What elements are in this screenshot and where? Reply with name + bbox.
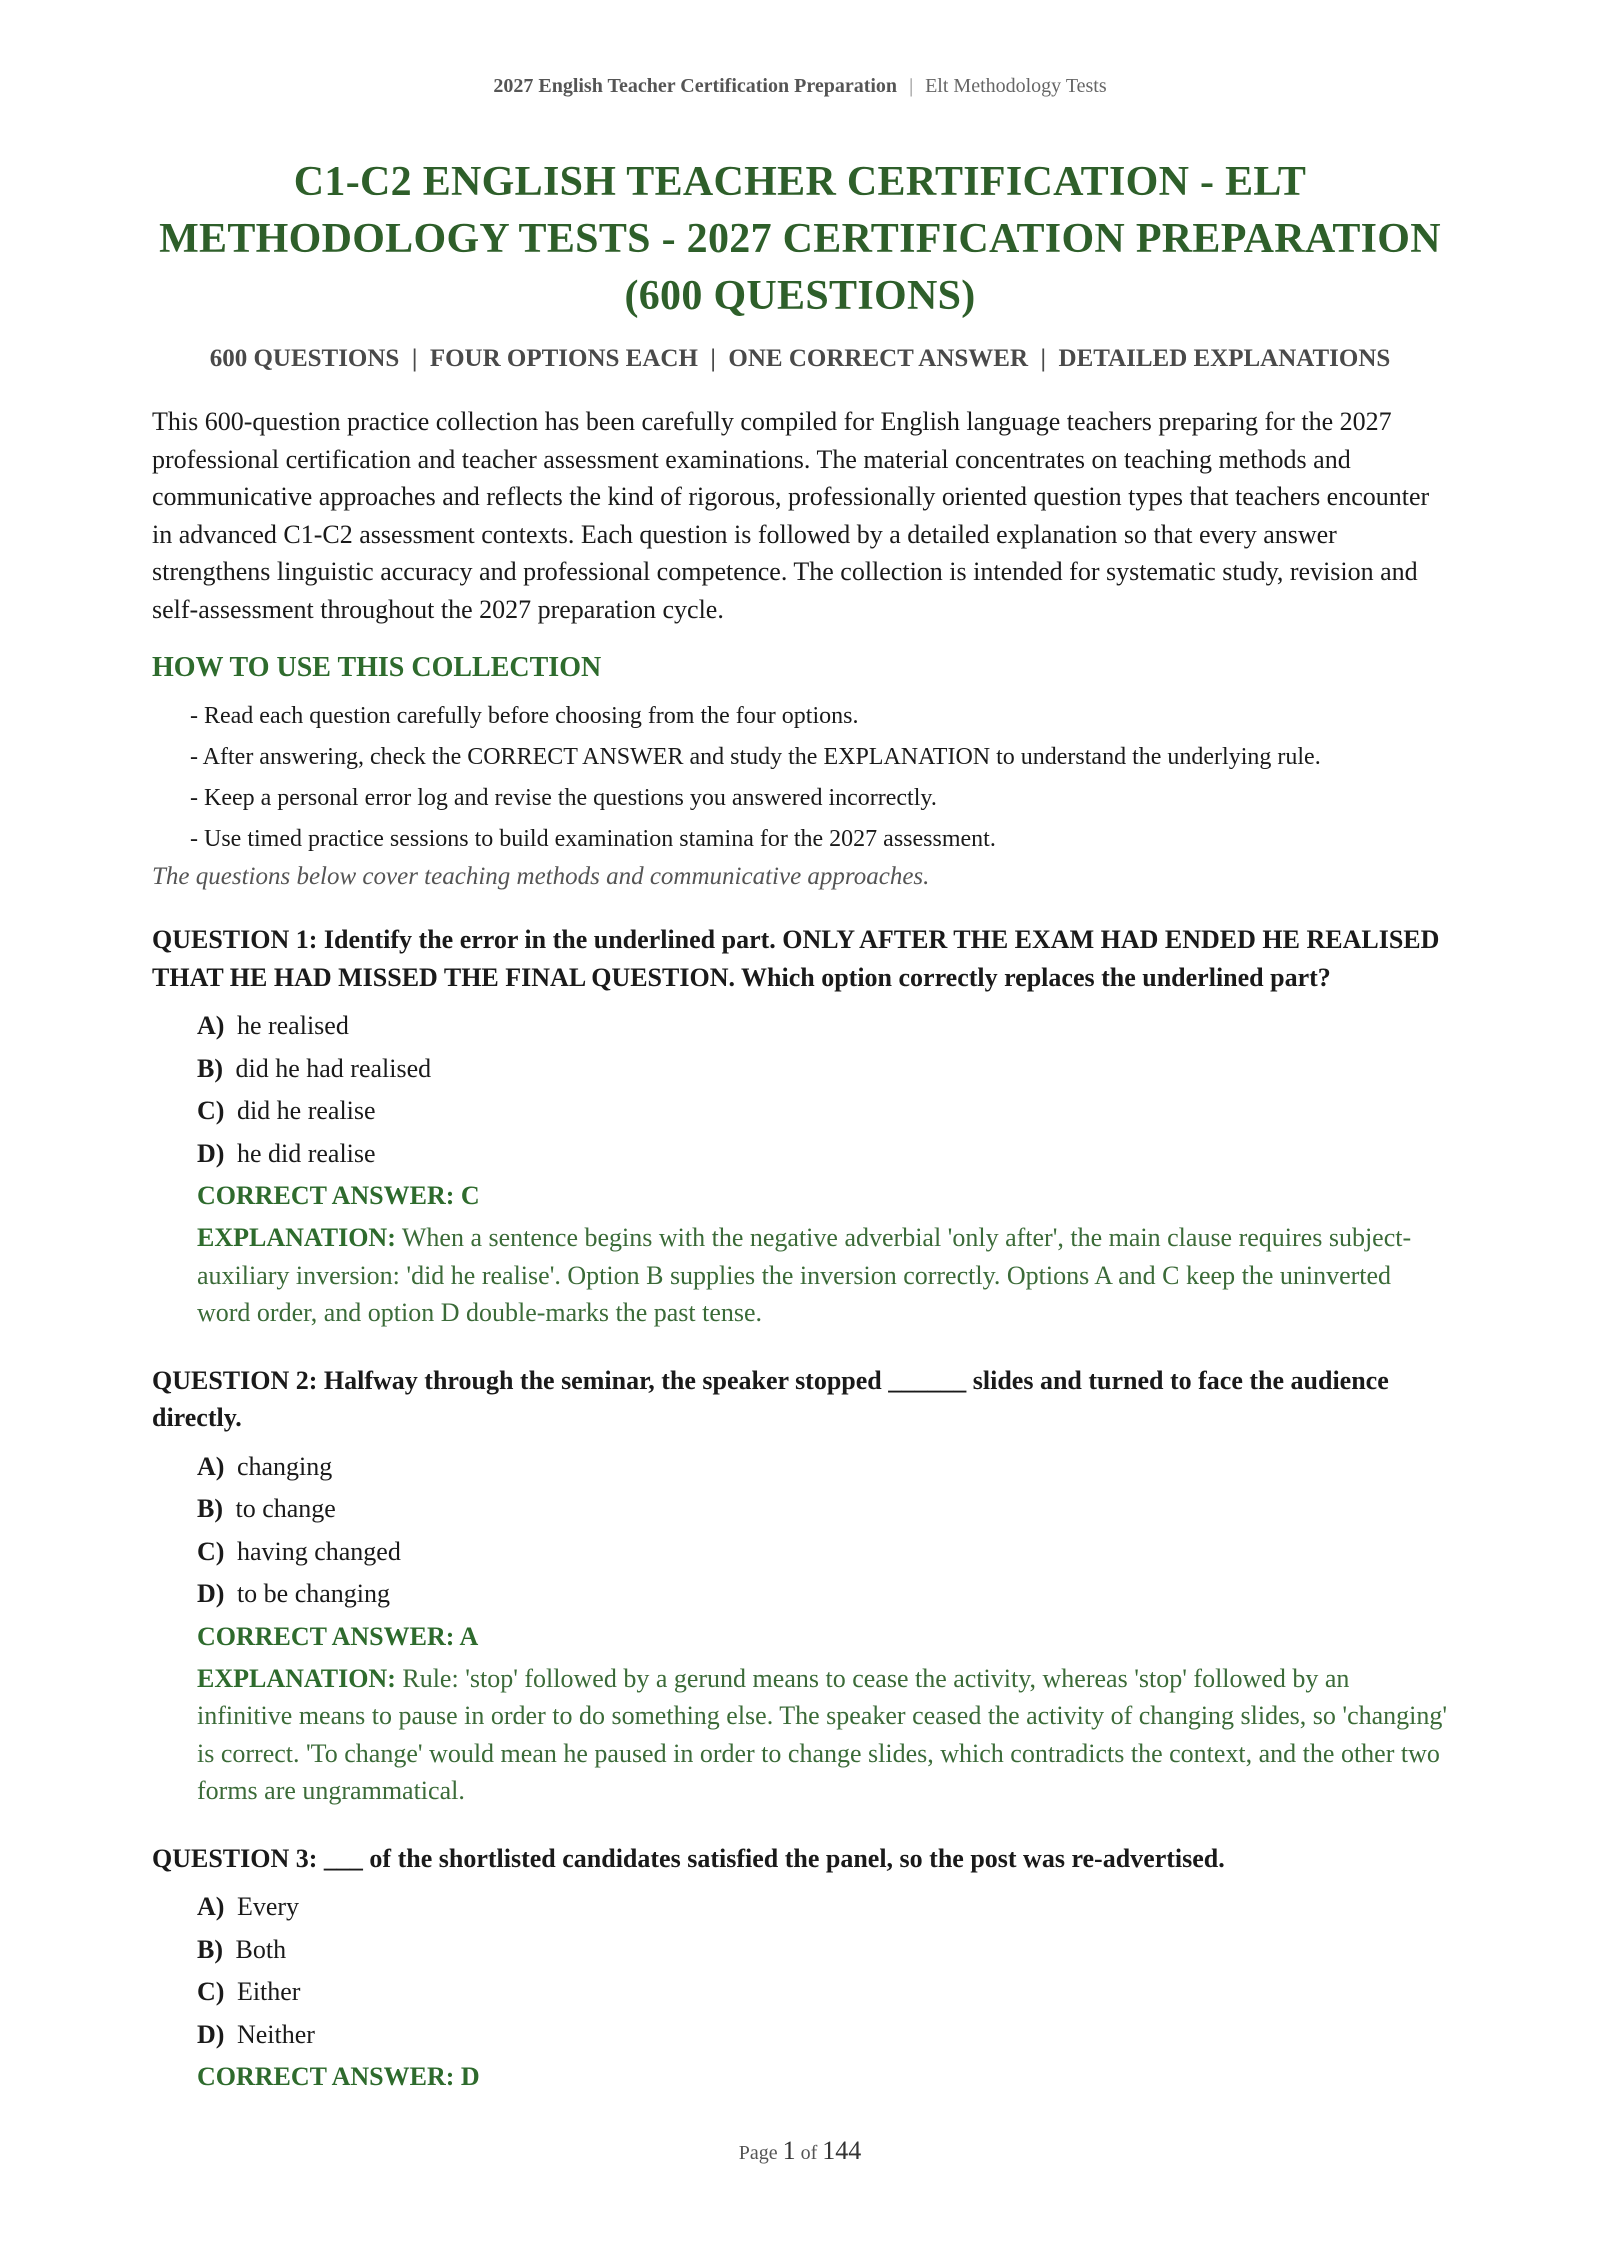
option-letter: C) — [197, 1096, 225, 1125]
explanation-label: EXPLANATION: — [197, 1663, 396, 1693]
question-stem: QUESTION 1: Identify the error in the underlined part. ONLY AFTER THE EXAM HAD ENDED HE REALISED THAT HE HAD MISSED THE FINAL QUESTION. Which option correctly replaces the underlined part? — [152, 925, 1440, 992]
intro-paragraph: This 600-question practice collection has been carefully compiled for English language teachers preparing for the 2027 professional certification and teacher assessment examinations. The material concentrates on teaching methods and communicative approaches and reflects the kind of rigorous, professionally oriented question types that teachers encounter in advanced C1-C2 assessment contexts. Each question is followed by a detailed explanation so that every answer strengthens linguistic accuracy and professional competence. The collection is intended for systematic study, revision and self-assessment throughout the 2027 preparation cycle. — [152, 407, 1430, 624]
option-letter: C) — [197, 1977, 225, 2006]
document-title: C1-C2 ENGLISH TEACHER CERTIFICATION - ELT METHODOLOGY TESTS - 2027 CERTIFICATION PREPARATION (600 QUESTIONS) — [159, 159, 1441, 319]
option-text: to change — [235, 1494, 336, 1523]
option-text: did he had realised — [235, 1053, 432, 1083]
option-a — [197, 1886, 1448, 1929]
option-text: having changed — [236, 1536, 401, 1566]
option-list — [152, 1886, 1448, 2056]
explanation-text: When a sentence begins with the negative adverbial 'only after', the main clause requires subject-auxiliary inversion: 'did he realise'. Option B supplies the inversion correctly. Options A and C keep the uninverted word order, and option D double-marks the past tense. — [197, 1223, 1412, 1327]
list-item: - Use timed practice sessions to build examination stamina for the 2027 assessment. — [190, 826, 996, 852]
option-list — [152, 1446, 1448, 1616]
page-number: 1 — [782, 2136, 796, 2165]
option-a — [197, 1005, 1448, 1048]
how-to-use-list — [152, 698, 1448, 857]
option-text: to be changing — [236, 1579, 391, 1608]
option-c — [197, 1971, 1448, 2014]
option-text: Either — [236, 1977, 301, 2006]
page-total: 144 — [822, 2136, 862, 2165]
option-text: Neither — [236, 2019, 315, 2049]
question-2 — [152, 1362, 1448, 1810]
option-letter: A) — [197, 1011, 225, 1040]
correct-answer: CORRECT ANSWER: C — [197, 1181, 480, 1210]
option-letter: D) — [197, 1138, 225, 1168]
option-letter: A) — [197, 1451, 225, 1481]
how-to-use-heading: HOW TO USE THIS COLLECTION — [152, 652, 602, 683]
header-right: Elt Methodology Tests — [925, 75, 1107, 97]
option-letter: D) — [197, 2019, 225, 2049]
explanation-text: Rule: 'stop' followed by a gerund means to cease the activity, whereas 'stop' followed by an infinitive means to pause in order to do something else. The speaker ceased the activity of changing slides, so 'changing' is correct. 'To change' would mean he paused in order to change slides, which contradicts the context, and the other two forms are ungrammatical. — [197, 1663, 1448, 1805]
option-letter: D) — [197, 1579, 225, 1608]
option-text: Both — [235, 1934, 287, 1964]
question-stem: QUESTION 3: ___ of the shortlisted candidates satisfied the panel, so the post was re-advertised. — [152, 1843, 1225, 1873]
option-b — [197, 1048, 1448, 1091]
option-letter: A) — [197, 1892, 225, 1921]
explanation-label: EXPLANATION: — [197, 1223, 396, 1252]
option-text: he realised — [236, 1011, 349, 1040]
option-c — [197, 1090, 1448, 1133]
document-page — [152, 0, 1448, 2098]
option-b — [197, 1929, 1448, 1972]
option-d — [197, 2014, 1448, 2057]
option-letter: B) — [197, 1934, 223, 1964]
option-list — [152, 1005, 1448, 1175]
coverage-note: The questions below cover teaching methods and communicative approaches. — [152, 863, 930, 890]
correct-answer: CORRECT ANSWER: D — [197, 2062, 480, 2091]
list-item: - Read each question carefully before choosing from the four options. — [190, 703, 859, 729]
option-letter: B) — [197, 1053, 223, 1083]
option-d — [197, 1133, 1448, 1176]
question-stem: QUESTION 2: Halfway through the seminar, the speaker stopped ______ slides and turned to face the audience directly. — [152, 1365, 1389, 1432]
option-c — [197, 1531, 1448, 1574]
page-footer — [0, 2136, 1600, 2166]
running-header — [152, 75, 1448, 98]
list-item: - Keep a personal error log and revise the questions you answered incorrectly. — [190, 785, 937, 811]
option-text: did he realise — [236, 1096, 376, 1125]
list-item: - After answering, check the CORRECT ANSWER and study the EXPLANATION to understand the underlying rule. — [190, 744, 1321, 770]
explanation — [152, 1660, 1448, 1810]
correct-answer: CORRECT ANSWER: A — [197, 1621, 479, 1651]
option-text: Every — [236, 1892, 300, 1921]
option-text: he did realise — [236, 1138, 376, 1168]
option-letter: C) — [197, 1536, 225, 1566]
page-label: Page — [738, 2142, 778, 2164]
option-a — [197, 1446, 1448, 1489]
explanation — [152, 1219, 1448, 1332]
option-text: changing — [236, 1451, 333, 1481]
header-separator: | — [909, 75, 914, 97]
question-1 — [152, 921, 1448, 1332]
option-d — [197, 1573, 1448, 1616]
option-letter: B) — [197, 1494, 223, 1523]
header-left: 2027 English Teacher Certification Preparation — [493, 75, 898, 97]
question-3 — [152, 1840, 1448, 2099]
option-b — [197, 1488, 1448, 1531]
of-label: of — [800, 2142, 818, 2164]
document-meta: 600 QUESTIONS | FOUR OPTIONS EACH | ONE CORRECT ANSWER | DETAILED EXPLANATIONS — [209, 345, 1391, 372]
